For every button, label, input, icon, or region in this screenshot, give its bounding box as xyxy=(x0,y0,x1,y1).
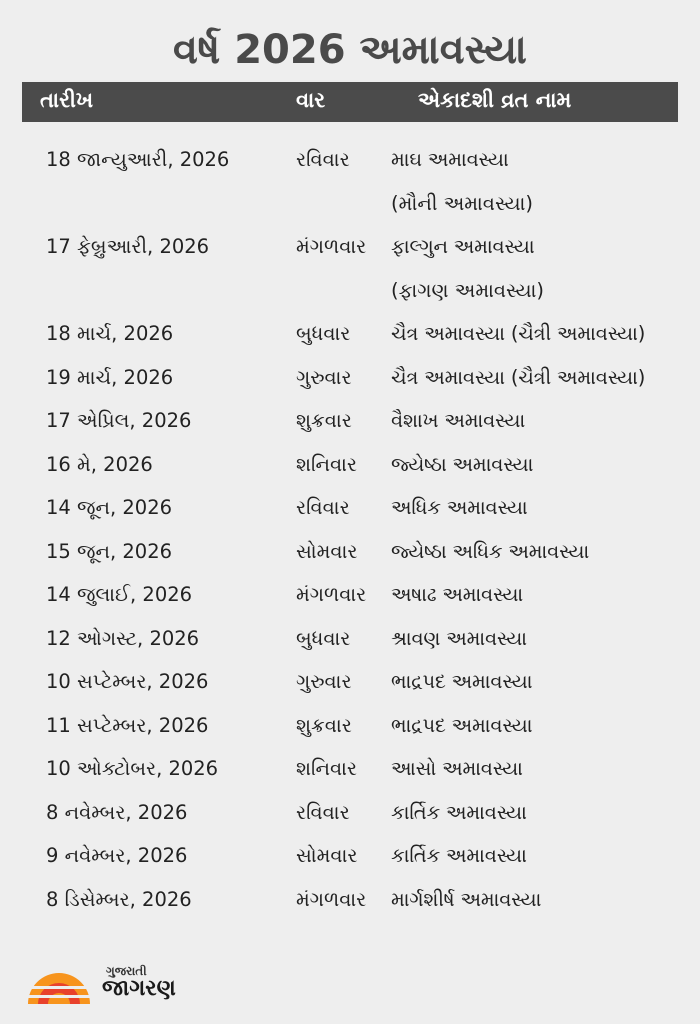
row-name: ભાદ્રપદ અમાવસ્યા xyxy=(391,713,533,737)
table-row xyxy=(0,878,700,922)
brand-logo xyxy=(24,960,224,1010)
row-date: 9 નવેમ્બર, 2026 xyxy=(46,844,188,867)
row-name: ચૈત્ર અમાવસ્યા (ચૈત્રી અમાવસ્યા) xyxy=(391,322,646,345)
row-date: 18 જાન્યુઆરી, 2026 xyxy=(46,148,230,171)
table-row xyxy=(0,834,700,878)
row-date: 11 સપ્ટેમ્બર, 2026 xyxy=(46,713,209,737)
row-name: કાર્તિક અમાવસ્યા xyxy=(391,844,527,867)
table-row xyxy=(0,530,700,574)
row-date: 19 માર્ચ, 2026 xyxy=(46,365,174,389)
table-row xyxy=(0,443,700,487)
table-row xyxy=(0,399,700,443)
table-row xyxy=(0,356,700,400)
row-date: 8 નવેમ્બર, 2026 xyxy=(46,800,188,824)
row-name: ભાદ્રપદ અમાવસ્યા xyxy=(391,670,533,693)
table-header xyxy=(22,82,678,122)
row-day: બુધવાર xyxy=(296,626,351,650)
row-day: રવિવાર xyxy=(296,800,350,824)
page-title: વર્ષ 2026 અમાવસ્યા xyxy=(173,27,527,73)
sunrise-logo-icon xyxy=(24,964,94,1006)
row-subname: (મૌની અમાવસ્યા) xyxy=(391,191,533,215)
table-row xyxy=(0,704,700,748)
table-row xyxy=(0,486,700,530)
row-date: 15 જૂન, 2026 xyxy=(46,539,173,563)
row-date: 14 જુલાઈ, 2026 xyxy=(46,583,193,606)
table-row xyxy=(0,617,700,661)
header-name: એકાદશી વ્રત નામ xyxy=(418,88,572,112)
table-row xyxy=(0,573,700,617)
header-day: વાર xyxy=(296,88,326,112)
row-date: 16 મે, 2026 xyxy=(46,452,153,476)
row-subname: (ફાગણ અમાવસ્યા) xyxy=(391,278,545,302)
row-name: અષાઢ અમાવસ્યા xyxy=(391,583,524,606)
row-date: 17 એપ્રિલ, 2026 xyxy=(46,409,192,432)
table-row xyxy=(0,747,700,791)
table-row xyxy=(0,225,700,312)
row-day: શુક્રવાર xyxy=(296,713,352,737)
row-day: સોમવાર xyxy=(296,539,358,563)
row-day: મંગળવાર xyxy=(296,583,367,606)
row-day: શનિવાર xyxy=(296,452,357,476)
header-date: તારીખ xyxy=(40,88,94,112)
table-row xyxy=(0,138,700,225)
table-row xyxy=(0,312,700,356)
row-name: અધિક અમાવસ્યા xyxy=(391,496,528,519)
row-date: 14 જૂન, 2026 xyxy=(46,496,173,519)
table-body xyxy=(0,138,700,921)
row-day: સોમવાર xyxy=(296,844,358,867)
row-name: કાર્તિક અમાવસ્યા xyxy=(391,800,527,824)
row-day: શનિવાર xyxy=(296,757,357,780)
row-day: મંગળવાર xyxy=(296,887,367,911)
table-row xyxy=(0,791,700,835)
row-date: 10 સપ્ટેમ્બર, 2026 xyxy=(46,670,209,693)
row-date: 12 ઓગસ્ટ, 2026 xyxy=(46,626,200,650)
row-day: શુક્રવાર xyxy=(296,409,352,432)
row-name: જ્યેષ્ઠા અધિક અમાવસ્યા xyxy=(391,539,590,563)
row-name: ફાલ્ગુન અમાવસ્યા xyxy=(391,235,535,258)
row-date: 18 માર્ચ, 2026 xyxy=(46,322,174,345)
row-day: ગુરુવાર xyxy=(296,365,352,389)
row-day: રવિવાર xyxy=(296,148,350,171)
row-name: માઘ અમાવસ્યા xyxy=(391,148,509,171)
logo-text-big: જાગરણ xyxy=(102,976,176,1001)
row-name: માર્ગશીર્ષ અમાવસ્યા xyxy=(391,887,542,911)
row-day: મંગળવાર xyxy=(296,235,367,258)
row-date: 8 ડિસેમ્બર, 2026 xyxy=(46,887,192,911)
row-day: રવિવાર xyxy=(296,496,350,519)
logo-text-small: ગુજરાતી xyxy=(106,964,147,978)
table-row xyxy=(0,660,700,704)
row-day: બુધવાર xyxy=(296,322,351,345)
row-name: વૈશાખ અમાવસ્યા xyxy=(391,409,526,432)
row-date: 17 ફેબ્રુઆરી, 2026 xyxy=(46,235,210,258)
row-date: 10 ઓક્ટોબર, 2026 xyxy=(46,757,219,780)
row-name: જ્યેષ્ઠા અમાવસ્યા xyxy=(391,452,534,476)
row-name: આસો અમાવસ્યા xyxy=(391,757,523,780)
row-day: ગુરુવાર xyxy=(296,670,352,693)
row-name: શ્રાવણ અમાવસ્યા xyxy=(391,626,527,650)
row-name: ચૈત્ર અમાવસ્યા (ચૈત્રી અમાવસ્યા) xyxy=(391,365,646,389)
